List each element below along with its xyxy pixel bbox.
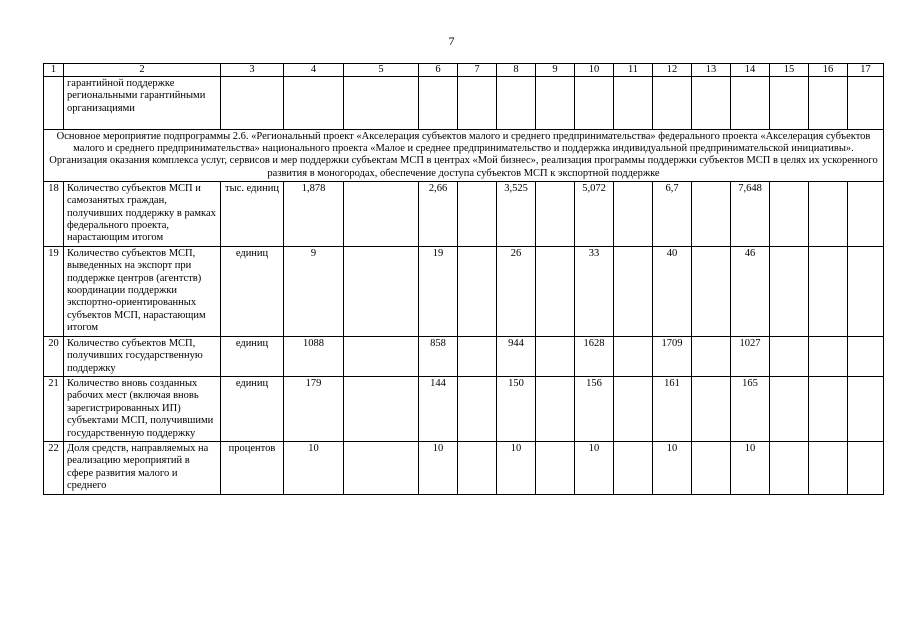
table-row (44, 376, 884, 441)
column-header: 14 (731, 64, 770, 77)
indicators-table (43, 63, 884, 495)
section-line-2: Организация оказания комплекса услуг, сервисов и мер поддержки субъектам МСП в центрах «Мой бизнес», реализация программы поддержки субъектов МСП в целях их ускоренного развития в моногородах, обеспечение доступа субъектов МСП к экспортной поддержке (49, 155, 878, 179)
column-header: 16 (809, 64, 848, 77)
section-title (44, 130, 884, 182)
unit-cell: единиц (221, 336, 284, 376)
column-header: 12 (653, 64, 692, 77)
table-row (44, 181, 884, 246)
value-cell: 165 (731, 376, 770, 441)
table-row (44, 336, 884, 376)
value-cell: 1027 (731, 336, 770, 376)
unit-cell: единиц (221, 376, 284, 441)
indicator-name: Доля средств, направляемых на реализацию мероприятий в сфере развития малого и среднего (64, 441, 221, 494)
value-cell: 5,072 (575, 181, 614, 246)
table-row (44, 77, 884, 130)
value-cell: 150 (497, 376, 536, 441)
value-cell: 10 (419, 441, 458, 494)
column-number-row (44, 64, 884, 77)
value-cell: 144 (419, 376, 458, 441)
value-cell: 46 (731, 246, 770, 336)
column-header: 3 (221, 64, 284, 77)
value-cell: 944 (497, 336, 536, 376)
value-cell: 156 (575, 376, 614, 441)
value-cell: 6,7 (653, 181, 692, 246)
column-header: 10 (575, 64, 614, 77)
unit-cell: единиц (221, 246, 284, 336)
column-header: 7 (458, 64, 497, 77)
indicator-name: гарантийной поддержке региональными гарантийными организациями (64, 77, 221, 130)
column-header: 4 (284, 64, 344, 77)
column-header: 11 (614, 64, 653, 77)
page-number: 7 (448, 34, 455, 48)
value-cell: 1,878 (284, 181, 344, 246)
value-cell: 7,648 (731, 181, 770, 246)
value-cell: 3,525 (497, 181, 536, 246)
value-cell: 1709 (653, 336, 692, 376)
value-cell: 9 (284, 246, 344, 336)
value-cell: 10 (575, 441, 614, 494)
unit-cell: процентов (221, 441, 284, 494)
column-header: 5 (344, 64, 419, 77)
value-cell: 2,66 (419, 181, 458, 246)
unit-cell: тыс. единиц (221, 181, 284, 246)
column-header: 6 (419, 64, 458, 77)
table-row (44, 441, 884, 494)
row-number: 22 (44, 441, 64, 494)
value-cell: 10 (497, 441, 536, 494)
section-line-1: Основное мероприятие подпрограммы 2.6. «Региональный проект «Акселерация субъектов малого и среднего предпринимательства» федерального проекта «Акселерация субъектов малого и среднего предпринимательства» национального проекта «Малое и среднее предпринимательство и поддержка индивидуальной предпринимательской инициативы». (56, 131, 871, 155)
column-header: 1 (44, 64, 64, 77)
indicator-name: Количество субъектов МСП, выведенных на экспорт при поддержке центров (агентств) координации поддержки экспортно-ориентированных субъектов МСП, нарастающим итогом (64, 246, 221, 336)
indicator-name: Количество субъектов МСП и самозанятых граждан, получивших поддержку в рамках федерального проекта, нарастающим итогом (64, 181, 221, 246)
value-cell: 858 (419, 336, 458, 376)
column-header: 17 (848, 64, 884, 77)
value-cell: 161 (653, 376, 692, 441)
value-cell: 33 (575, 246, 614, 336)
row-number: 19 (44, 246, 64, 336)
column-header: 8 (497, 64, 536, 77)
column-header: 2 (64, 64, 221, 77)
column-header: 15 (770, 64, 809, 77)
value-cell: 179 (284, 376, 344, 441)
value-cell: 10 (731, 441, 770, 494)
column-header: 9 (536, 64, 575, 77)
indicator-name: Количество вновь созданных рабочих мест (включая вновь зарегистрированных ИП) субъектами МСП, получившими государственную поддержку (64, 376, 221, 441)
section-row (44, 130, 884, 182)
value-cell: 1628 (575, 336, 614, 376)
table-row (44, 246, 884, 336)
value-cell: 40 (653, 246, 692, 336)
column-header: 13 (692, 64, 731, 77)
row-number: 21 (44, 376, 64, 441)
row-number: 18 (44, 181, 64, 246)
value-cell: 19 (419, 246, 458, 336)
value-cell: 10 (653, 441, 692, 494)
value-cell: 10 (284, 441, 344, 494)
value-cell: 1088 (284, 336, 344, 376)
value-cell: 26 (497, 246, 536, 336)
indicator-name: Количество субъектов МСП, получивших государственную поддержку (64, 336, 221, 376)
row-number: 20 (44, 336, 64, 376)
